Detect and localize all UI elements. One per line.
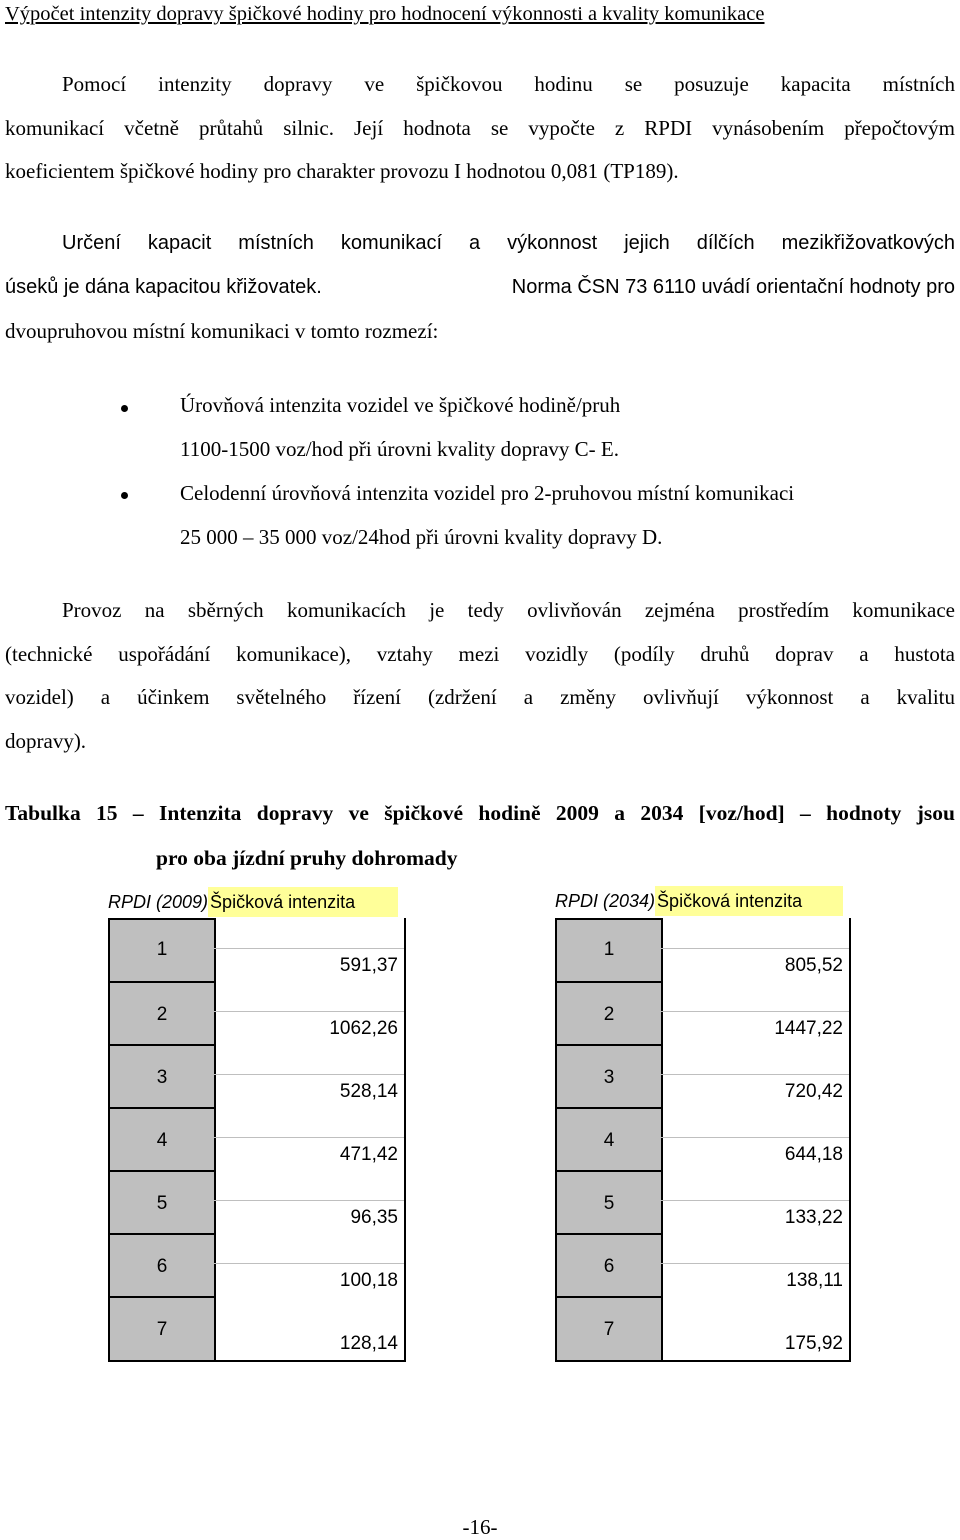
table-row-index [110, 1107, 214, 1170]
table-row-value: 720,42 [784, 1081, 843, 1102]
table-row-value: 1062,26 [329, 1018, 398, 1039]
row-index-text: 2 [156, 1004, 168, 1025]
row-index-text: 7 [156, 1319, 168, 1340]
table-row-value: 471,42 [339, 1144, 398, 1165]
table-caption-line-1: Tabulka 15 – Intenzita dopravy ve špičkové hodině 2009 a 2034 [voz/hod] – hodnoty jsou [5, 801, 955, 825]
bullet-1-line-1: Úrovňová intenzita vozidel ve špičkové hodině/pruh [180, 393, 621, 417]
table-row-value: 100,18 [339, 1270, 398, 1291]
table-row-index [557, 981, 661, 1044]
table-row-index [557, 918, 661, 981]
table-row-value: 175,92 [784, 1333, 843, 1354]
row-divider [214, 1137, 404, 1138]
table-2009-header-peak: Špičková intenzita [208, 887, 398, 917]
table-2009-header [108, 887, 398, 917]
row-divider [661, 1263, 849, 1264]
row-index-text: 5 [603, 1193, 615, 1214]
row-divider [214, 1011, 404, 1012]
row-index-text: 4 [603, 1130, 615, 1151]
table-2009-value-column [214, 918, 406, 1362]
row-divider [661, 1074, 849, 1075]
row-index-text: 2 [603, 1004, 615, 1025]
table-2009-header-rpdi: RPDI (2009) [108, 892, 209, 912]
table-row-value: 805,52 [784, 955, 843, 976]
row-divider [661, 1137, 849, 1138]
table-row-value: 96,35 [350, 1207, 398, 1228]
table-2009-index-column [108, 918, 216, 1362]
bullet-dot [121, 405, 128, 412]
row-index-text: 3 [156, 1067, 168, 1088]
row-divider [661, 1011, 849, 1012]
row-index-text: 6 [156, 1256, 168, 1277]
paragraph-2-line-3: dvoupruhovou místní komunikaci v tomto rozmezí: [5, 319, 439, 343]
row-divider [661, 1200, 849, 1201]
table-row-index [557, 1296, 661, 1359]
table-row-value: 128,14 [339, 1333, 398, 1354]
row-divider [214, 948, 404, 949]
table-row-value: 528,14 [339, 1081, 398, 1102]
table-2034-header-rpdi: RPDI (2034) [555, 891, 656, 911]
paragraph-3-line-3: vozidel) a účinkem světelného řízení (zdržení a změny ovlivňují výkonnost a kvalitu [5, 685, 955, 709]
row-divider [214, 1263, 404, 1264]
bullet-2-line-1: Celodenní úrovňová intenzita vozidel pro 2-pruhovou místní komunikaci [180, 481, 795, 505]
table-row-index [557, 1044, 661, 1107]
row-index-text: 5 [156, 1193, 168, 1214]
paragraph-1-line-2: komunikací včetně průtahů silnic. Její hodnota se vypočte z RPDI vynásobením přepočtovým [5, 116, 955, 140]
row-index-text: 4 [156, 1130, 168, 1151]
paragraph-2-line-2-part-2: Norma ČSN 73 6110 uvádí orientační hodnoty pro [511, 276, 955, 298]
table-row-value: 1447,22 [774, 1018, 843, 1039]
row-divider [661, 948, 849, 949]
row-divider [214, 1200, 404, 1201]
table-row-index [110, 1170, 214, 1233]
paragraph-2-line-2 [5, 274, 955, 300]
table-row-index [110, 918, 214, 981]
table-row-index [110, 981, 214, 1044]
row-index-text: 1 [603, 939, 615, 960]
table-row-value: 644,18 [784, 1144, 843, 1165]
row-index-text: 1 [156, 939, 168, 960]
paragraph-3-line-1: Provoz na sběrných komunikacích je tedy ovlivňován zejména prostředím komunikace [62, 598, 955, 622]
table-2034-index-column [555, 918, 663, 1362]
table-row-index [557, 1107, 661, 1170]
table-row-value: 591,37 [339, 955, 398, 976]
bullet-2-line-2: 25 000 – 35 000 voz/24hod při úrovni kvality dopravy D. [180, 525, 663, 549]
table-row-value: 133,22 [784, 1207, 843, 1228]
paragraph-1-line-1: Pomocí intenzity dopravy ve špičkovou hodinu se posuzuje kapacita místních [62, 72, 955, 96]
paragraph-3-line-2: (technické uspořádání komunikace), vztahy mezi vozidly (podíly druhů doprav a hustota [5, 642, 955, 666]
table-row-index [110, 1296, 214, 1359]
paragraph-2-line-1: Určení kapacit místních komunikací a výkonnost jejich dílčích mezikřižovatkových [62, 232, 955, 254]
table-row-value: 138,11 [786, 1270, 843, 1291]
paragraph-1-line-3: koeficientem špičkové hodiny pro charakter provozu I hodnotou 0,081 (TP189). [5, 159, 679, 183]
row-index-text: 6 [603, 1256, 615, 1277]
table-row-index [557, 1233, 661, 1296]
row-index-text: 3 [603, 1067, 615, 1088]
table-row-index [557, 1170, 661, 1233]
paragraph-3-line-4: dopravy). [5, 729, 87, 753]
table-row-index [110, 1044, 214, 1107]
table-2034-value-column [661, 918, 851, 1362]
section-heading: Výpočet intenzity dopravy špičkové hodiny pro hodnocení výkonnosti a kvality komunikace [5, 3, 765, 25]
table-2034-header [555, 886, 843, 916]
page-number: -16- [462, 1515, 498, 1539]
row-index-text: 7 [603, 1319, 615, 1340]
table-caption-line-2: pro oba jízdní pruhy dohromady [156, 846, 458, 870]
table-2034-header-peak: Špičková intenzita [655, 886, 843, 916]
bullet-1-line-2: 1100-1500 voz/hod při úrovni kvality dopravy C- E. [180, 437, 619, 461]
bullet-dot [121, 492, 128, 499]
paragraph-2-line-2-part-1: úseků je dána kapacitou křižovatek. [5, 276, 322, 298]
table-row-index [110, 1233, 214, 1296]
row-divider [214, 1074, 404, 1075]
